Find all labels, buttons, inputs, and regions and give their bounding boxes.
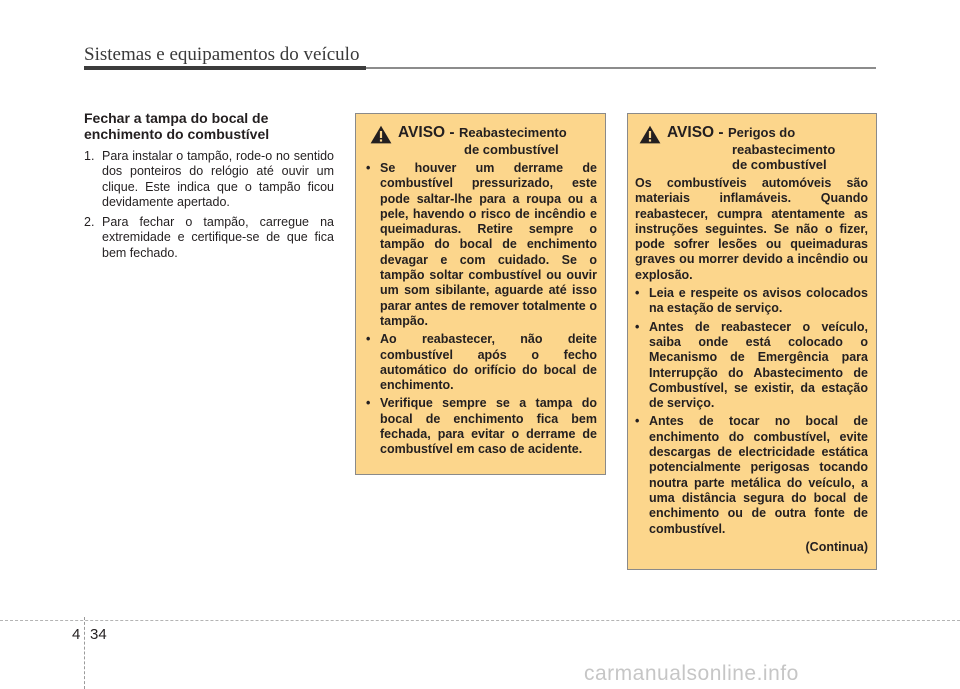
bullet-symbol: • bbox=[635, 286, 640, 301]
bullet-symbol: • bbox=[635, 319, 640, 334]
page-number bbox=[72, 626, 107, 643]
warning-bullet bbox=[366, 396, 597, 457]
warning-title-line-3: de combustível bbox=[732, 157, 827, 172]
warning-bullet bbox=[366, 332, 597, 393]
watermark: carmanualsonline.info bbox=[584, 662, 799, 685]
warning-title: Reabastecimento bbox=[459, 125, 567, 140]
title-underline-dark bbox=[84, 66, 366, 70]
section-title: Sistemas e equipamentos do veículo bbox=[84, 44, 360, 65]
section-heading: Fechar a tampa do bocal de enchimento do combustível bbox=[84, 110, 270, 142]
step-text: Para instalar o tampão, rode-o no sentido dos ponteiros do relógio até ouvir um clique. Este indica que o tampão ficou devidamente apertado. bbox=[102, 149, 334, 209]
warning-bullet bbox=[635, 286, 868, 317]
warning-label: AVISO - bbox=[667, 124, 724, 141]
warning-box-refuelling bbox=[355, 113, 606, 475]
step-item bbox=[84, 149, 334, 210]
left-column bbox=[84, 110, 334, 266]
bullet-text: Antes de reabastecer o veículo, saiba onde está colocado o Mecanismo de Emergência para Interrupção do Abastecimento de Combustível, se existir, da estação de serviço. bbox=[649, 319, 868, 411]
warning-intro: Os combustíveis automóveis são materiais inflamáveis. Quando reabastecer, cumpra atentamente as instruções seguintes. Se não o fizer, pode sofrer lesões ou queimaduras graves ou morrer devido a incêndio ou explosão. bbox=[635, 176, 868, 282]
step-number: 1. bbox=[84, 149, 95, 163]
bullet-text: Verifique sempre se a tampa do bocal de enchimento fica bem fechada, para evitar o derrame de combustível em caso de acidente. bbox=[380, 396, 597, 457]
page-number-value: 34 bbox=[90, 626, 107, 643]
warning-bullet bbox=[635, 414, 868, 536]
warning-title-line-2: de combustível bbox=[464, 142, 559, 157]
bullet-symbol: • bbox=[366, 396, 371, 411]
step-text: Para fechar o tampão, carregue na extremidade e certifique-se de que fica bem fechado. bbox=[102, 215, 334, 260]
warning-bullet bbox=[635, 320, 868, 412]
bullet-symbol: • bbox=[366, 332, 371, 347]
warning-triangle-icon bbox=[639, 125, 661, 144]
continued-note: (Continua) bbox=[805, 539, 868, 554]
steps-list bbox=[84, 149, 334, 261]
warning-triangle-icon bbox=[370, 125, 392, 144]
title-underline-light bbox=[366, 67, 876, 69]
footer-horizontal-line bbox=[0, 620, 960, 621]
bullet-text: Antes de tocar no bocal de enchimento do combustível, evite descargas de electricidade estática potencialmente perigosas tocando noutra parte metálica do veículo, a uma distância segura do bocal de enchimento ou de outra fonte de combustível. bbox=[649, 414, 868, 536]
bullet-symbol: • bbox=[366, 161, 371, 175]
warning-header bbox=[366, 124, 597, 157]
warning-body bbox=[635, 176, 868, 555]
warning-bullet-list bbox=[366, 161, 597, 458]
step-number: 2. bbox=[84, 215, 95, 230]
bullet-text: Se houver um derrame de combustível pressurizado, este pode saltar-lhe para a roupa ou a pele, havendo o risco de incêndio e queimaduras. Retire sempre o tampão do bocal de enchimento devagar e com cuidado. Se o tampão soltar combustível ou ouvir um som sibilante, aguarde até isso parar antes de remover totalmente o tampão. bbox=[380, 161, 597, 328]
warning-header bbox=[635, 124, 868, 172]
warning-label: AVISO - bbox=[398, 124, 455, 141]
bullet-text: Leia e respeite os avisos colocados na estação de serviço. bbox=[649, 286, 868, 316]
step-item bbox=[84, 215, 334, 261]
bullet-text: Ao reabastecer, não deite combustível após o fecho automático do orifício do bocal de enchimento. bbox=[380, 332, 597, 393]
warning-box-refuelling-hazards bbox=[627, 113, 877, 570]
warning-title: Perigos do bbox=[728, 125, 796, 140]
warning-bullet bbox=[366, 161, 597, 329]
warning-title-line-2: reabastecimento bbox=[732, 142, 836, 157]
chapter-number: 4 bbox=[72, 626, 81, 643]
warning-body bbox=[366, 161, 597, 458]
bullet-symbol: • bbox=[635, 414, 640, 429]
warning-bullet-list bbox=[635, 286, 868, 537]
